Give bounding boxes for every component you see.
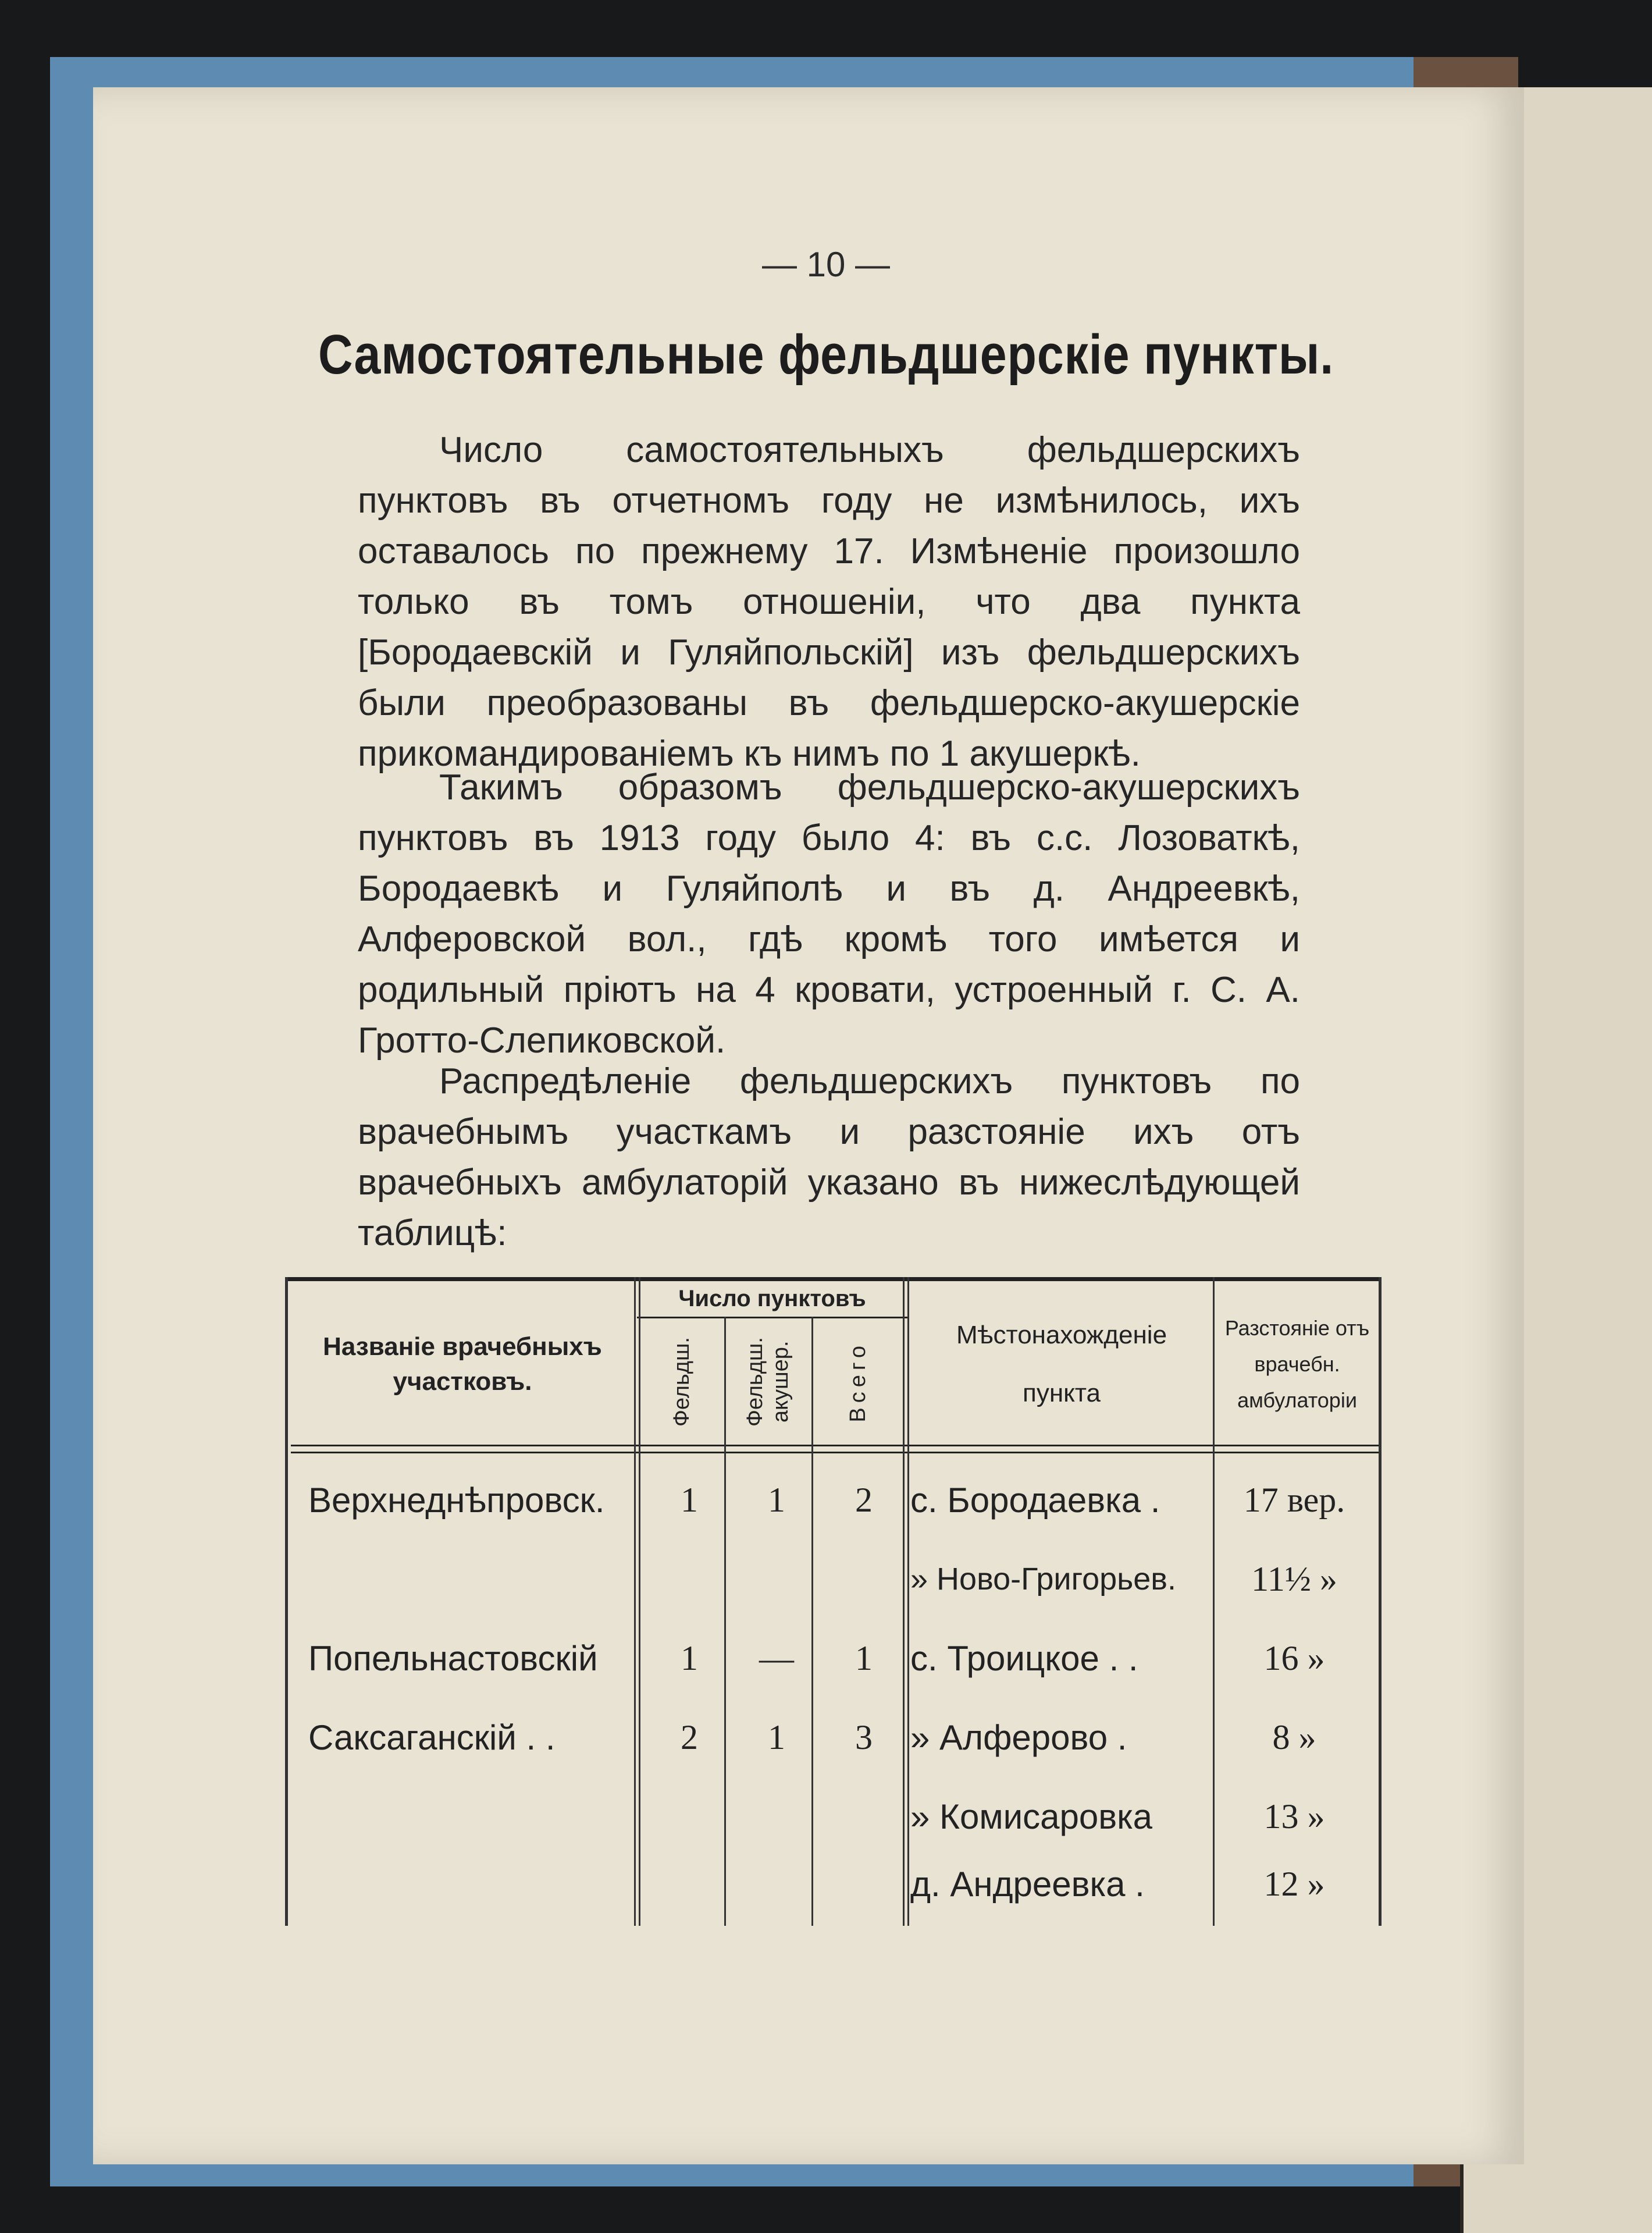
cell-district: Верхнеднѣпровск. xyxy=(308,1480,605,1520)
cell-district xyxy=(308,1844,681,1923)
header-total-text: Всего xyxy=(846,1341,870,1423)
header-rule-2 xyxy=(291,1452,1382,1453)
cell-distance: 8 » xyxy=(1272,1718,1316,1756)
header-feldsher-text: Фельдш. xyxy=(670,1337,694,1427)
table-row xyxy=(285,1619,1382,1698)
cell-total: 2 xyxy=(855,1480,873,1519)
header-feldsher-akusher xyxy=(727,1321,810,1443)
cell-feldsher-akusher xyxy=(733,1844,820,1923)
cell-feldsher-akusher: 1 xyxy=(768,1718,785,1756)
table-row xyxy=(285,1460,1382,1539)
cell-feldsher: 1 xyxy=(681,1480,698,1519)
cell-district xyxy=(308,1539,681,1619)
cell-total xyxy=(820,1844,907,1923)
cell-total xyxy=(820,1539,907,1619)
cell-distance: 12 » xyxy=(1263,1864,1325,1903)
paragraph-1: Число самостоятельныхъ фельдшерскихъ пунктовъ въ отчетномъ году не измѣнилось, ихъ оставалось по прежнему 17. Измѣненiе произошло только въ томъ отношенiи, что два пункта [Бородаевскiй и Гуляйпольскiй] изъ фельдшерскихъ были преобразованы въ фельдшерско-акушерскiе прикомандированiемъ къ нимъ по 1 акушеркѣ. xyxy=(358,430,1300,774)
cell-district: Саксаганскiй . . xyxy=(308,1718,556,1757)
cell-location: » Алферово . xyxy=(910,1718,1127,1757)
cell-distance: 13 » xyxy=(1263,1797,1325,1836)
cell-location: с. Бородаевка . xyxy=(910,1480,1160,1520)
header-location: Мѣстонахожденiе пункта xyxy=(956,1321,1167,1407)
header-count-group: Число пунктовъ xyxy=(678,1286,866,1311)
cell-location: » Комисаровка xyxy=(910,1797,1153,1836)
cell-feldsher-akusher: — xyxy=(759,1638,794,1677)
cell-total: 3 xyxy=(855,1718,873,1756)
page-number: — 10 — xyxy=(761,245,891,284)
cell-location: д. Андреевка . xyxy=(910,1864,1145,1904)
cell-distance: 16 » xyxy=(1263,1638,1325,1677)
header-feldsher xyxy=(641,1321,722,1443)
group-header-rule xyxy=(637,1317,907,1318)
cell-distance: 17 вер. xyxy=(1243,1480,1345,1519)
feldsher-points-table xyxy=(285,1277,1382,1926)
header-rule-1 xyxy=(291,1445,1382,1446)
header-distance: Разстоянiе отъ врачебн. амбулаторiи xyxy=(1224,1316,1370,1412)
cell-feldsher: 1 xyxy=(681,1638,698,1677)
section-title: Самостоятельные фельдшерскiе пункты. xyxy=(318,323,1334,386)
table-row xyxy=(285,1844,1382,1923)
cell-feldsher-akusher: 1 xyxy=(768,1480,785,1519)
cell-feldsher xyxy=(646,1844,733,1923)
cell-feldsher xyxy=(646,1539,733,1619)
table-row xyxy=(285,1698,1382,1777)
cell-feldsher-akusher xyxy=(733,1539,820,1619)
cell-district: Попельнастовскiй xyxy=(308,1638,598,1678)
cell-location: с. Троицкое . . xyxy=(910,1638,1138,1678)
table-row xyxy=(285,1539,1382,1619)
cell-distance: 11½ » xyxy=(1251,1559,1337,1598)
table-top-rule xyxy=(285,1277,1382,1281)
cell-feldsher: 2 xyxy=(681,1718,698,1756)
paragraph-3: Распредѣленiе фельдшерскихъ пунктовъ по врачебнымъ участкамъ и разстоянiе ихъ отъ врачебныхъ амбулаторiй указано въ нижеслѣдующей таблицѣ: xyxy=(358,1061,1300,1253)
header-district: Названiе врачебныхъ участковъ. xyxy=(323,1332,602,1396)
header-total xyxy=(814,1321,902,1443)
header-feldsher-akusher-text: Фельдш. акушер. xyxy=(743,1337,793,1427)
cell-total: 1 xyxy=(855,1638,873,1677)
cell-location: » Ново-Григорьев. xyxy=(910,1562,1176,1596)
paragraph-2: Такимъ образомъ фельдшерско-акушерскихъ пунктовъ въ 1913 году было 4: въ с.с. Лозоваткѣ, Бородаевкѣ и Гуляйполѣ и въ д. Андреевкѣ, Алферовской вол., гдѣ кромѣ того имѣется и родильный прiютъ на 4 кровати, устроенный г. С. А. Гротто-Слепиковской. xyxy=(358,767,1300,1061)
